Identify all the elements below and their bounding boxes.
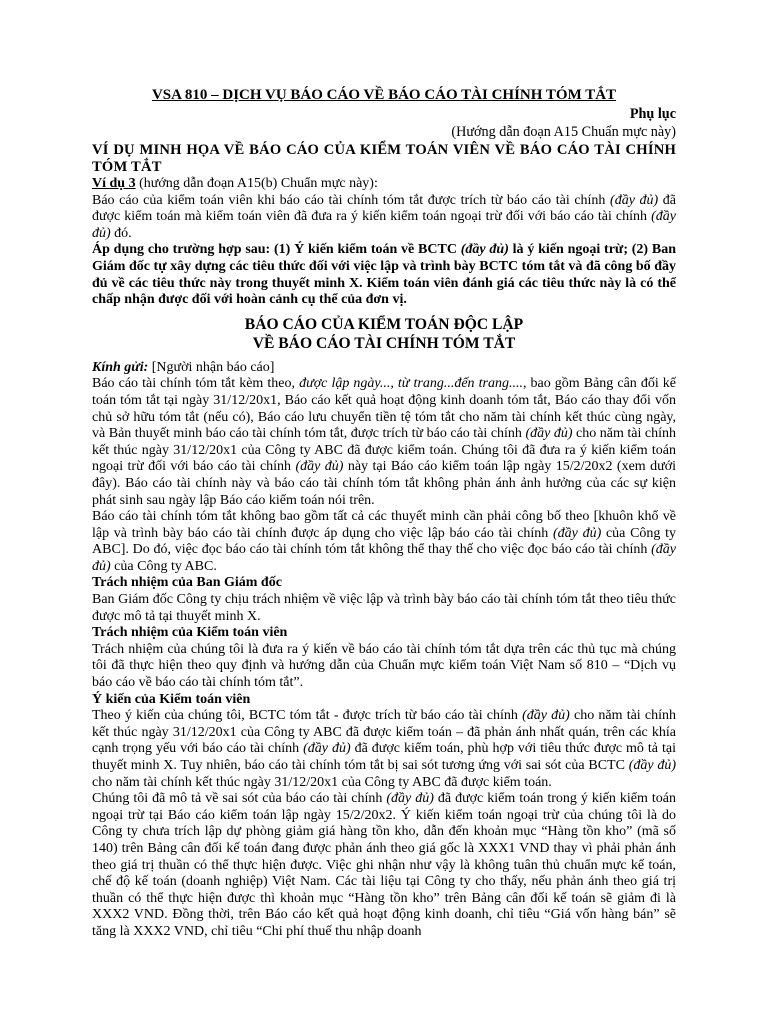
p4-text-c: đã được kiểm toán trong ý kiến kiểm toán ngoại trừ tại Báo cáo kiểm toán lập ngày 15/2/20x2. Ý kiến kiểm toán ngoại trừ của chúng tôi là do Công ty chưa trích lập dự phòng giảm giá hàng tồn kho, dẫn đến khoản mục “Hàng tồn kho” (mã số 140) trên Bảng cân đối kế toán đang được phản ánh theo giá gốc là XXX1 VND thay vì phải phản ánh theo giá trị thuần có thể thực hiện được. Việc ghi nhận như vậy là không tuân thủ chuẩn mực kế toán, chế độ kế toán (doanh nghiệp) Việt Nam. Các tài liệu tại Công ty cho thấy, nếu phản ánh theo giá trị thuần có thể thực hiện được thì khoản mục “Hàng tồn kho” trên Bảng cân đối kế toán sẽ giảm đi là XXX2 VND. Đồng thời, trên Báo cáo kết quả hoạt động kinh doanh, chỉ tiêu “Giá vốn hàng bán” sẽ tăng là XXX2 VND, chỉ tiêu “Chi phí thuế thu nhập doanh [92,791,676,939]
p1-text-c: , bao gồm Bảng cân đối kế toán tóm tắt tại ngày 31/12/20x1, Báo cáo kết quả hoạt động kinh doanh tóm tắt, Báo cáo thay đổi vốn chủ sở hữu tóm tắt (nếu có), Báo cáo lưu chuyển tiền tệ tóm tắt cho năm tài chính kết thúc cùng ngày, và Bản thuyết minh báo cáo tài chính tóm tắt, được trích từ báo cáo tài chính [92,376,677,442]
p3-text-e: đã được kiểm toán, phù hợp với tiêu thức được mô tả tại thuyết minh X. Tuy nhiên, báo cáo tài chính tóm tắt bị sai sót tương ứng với sai sót của BCTC [92,741,676,773]
p2-italic-d: (đầy đủ) [92,542,676,574]
report-paragraph-1 [92,376,676,509]
qualification-paragraph [92,791,676,940]
report-paragraph-2 [92,509,676,575]
appendix-note: (Hướng dẫn đoạn A15 Chuẩn mực này) [451,124,676,140]
salutation-value: [Người nhận báo cáo] [148,359,275,375]
p2-text-a: Báo cáo tài chính tóm tắt không bao gồm tất cả các thuyết minh cần phải công bố theo [khuôn khổ về lập và trình bày báo cáo tài chính được áp dụng cho việc lập báo cáo tài chính [92,509,676,541]
apply-text-1: Áp dụng cho trường hợp sau: (1) Ý kiến kiểm toán về BCTC [92,242,461,258]
salutation-label: Kính gửi: [92,359,149,375]
apply-italic: (đầy đủ) [460,242,509,258]
intro-italic-2: (đầy đủ) [92,209,676,241]
intro-text-2: đã được kiểm toán mà kiểm toán viên đã đưa ra ý kiến kiểm toán ngoại trừ đối với báo cáo tài chính [92,192,676,225]
auditor-heading: Trách nhiệm của Kiểm toán viên [92,625,288,641]
management-paragraph: Ban Giám đốc Công ty chịu trách nhiệm về việc lập và trình bày báo cáo tài chính tóm tắt theo tiêu thức được mô tả tại thuyết minh X. [92,592,676,624]
example-heading: VÍ DỤ MINH HỌA VỀ BÁO CÁO CỦA KIỂM TOÁN VIÊN VỀ BÁO CÁO TÀI CHÍNH TÓM TẮT [92,142,676,175]
intro-text-3: đó. [110,225,132,241]
appendix-label: Phụ lục [629,106,676,122]
apply-paragraph [92,242,676,308]
auditor-paragraph: Trách nhiệm của chúng tôi là đưa ra ý kiến về báo cáo tài chính tóm tắt dựa trên các thủ tục mà chúng tôi đã thực hiện theo quy định và hướng dẫn của Chuẩn mực kiểm toán Việt Nam số 810 – “Dịch vụ báo cáo về báo cáo tài chính tóm tắt”. [92,641,676,691]
p1-text-e: cho năm tài chính kết thúc ngày 31/12/20x1 của Công ty ABC đã được kiểm toán. Chúng tôi đã đưa ra ý kiến kiểm toán ngoại trừ đối với báo cáo tài chính [92,426,677,475]
intro-text-1: Báo cáo của kiểm toán viên khi báo cáo tài chính tóm tắt được trích từ báo cáo tài chính [92,192,611,208]
management-heading: Trách nhiệm của Ban Giám đốc [92,575,282,591]
report-title [92,315,676,353]
p1-text-a: Báo cáo tài chính tóm tắt kèm theo, [92,376,300,392]
salutation [92,360,676,377]
p3-text-a: Theo ý kiến của chúng tôi, BCTC tóm tắt - được trích từ báo cáo tài chính [92,708,523,724]
document-title: VSA 810 – DỊCH VỤ BÁO CÁO VỀ BÁO CÁO TÀI CHÍNH TÓM TẮT [151,87,617,103]
report-title-line2: VỀ BÁO CÁO TÀI CHÍNH TÓM TẮT [252,334,516,352]
p3-text-g: cho năm tài chính kết thúc ngày 31/12/20x1 của Công ty ABC đã được kiểm toán. [92,774,552,790]
opinion-heading: Ý kiến của Kiểm toán viên [92,691,251,707]
example-label-rest: (hướng dẫn đoạn A15(b) Chuẩn mực này): [135,176,378,191]
opinion-paragraph [92,708,676,791]
p1-text-g: này tại Báo cáo kiểm toán lập ngày 15/2/20x2 (xem dưới đây). Báo cáo tài chính này và báo cáo tài chính tóm tắt không phản ánh ảnh hưởng của các sự kiện phát sinh sau ngày lập Báo cáo kiểm toán nói trên. [92,459,676,508]
p1-italic-d: (đầy đủ) [525,426,573,442]
example-intro [92,193,676,243]
p3-text-c: cho năm tài chính kết thúc ngày 31/12/20x1 của Công ty ABC đã được kiểm toán – đã phản ánh nhất quán, trên các khía cạnh trọng yếu với báo cáo tài chính [92,708,676,757]
apply-text-2: là ý kiến ngoại trừ; (2) Ban Giám đốc tự xây dựng các tiêu thức đối với việc lập và trình bày BCTC tóm tắt và đã công bố đầy đủ về các tiêu thức này trong thuyết minh X. Kiểm toán viên đánh giá các tiêu thức này là có thể chấp nhận được đối với hoàn cảnh cụ thể của đơn vị. [92,242,677,308]
p3-italic-d: (đầy đủ) [303,741,351,757]
p2-italic-b: (đầy đủ) [553,525,602,541]
p1-italic-f: (đầy đủ) [295,459,344,475]
p3-italic-f: (đầy đủ) [628,758,676,773]
example-label-line [92,176,676,193]
p1-italic-b: được lập ngày..., từ trang...đến trang.... [299,376,523,392]
p4-text-a: Chúng tôi đã mô tả về sai sót của báo cáo tài chính [92,791,387,807]
report-title-line1: BÁO CÁO CỦA KIỂM TOÁN ĐỘC LẬP [244,315,524,333]
p2-text-e: của Công ty ABC. [110,558,217,574]
intro-italic-1: (đầy đủ) [610,192,659,208]
p3-italic-b: (đầy đủ) [522,708,570,724]
example-label: Ví dụ 3 [92,176,136,191]
p2-text-c: của Công ty ABC]. Do đó, việc đọc báo cáo tài chính tóm tắt không thể thay thế cho việc đọc báo cáo tài chính [92,525,676,558]
p4-italic-b: (đầy đủ) [386,791,434,807]
